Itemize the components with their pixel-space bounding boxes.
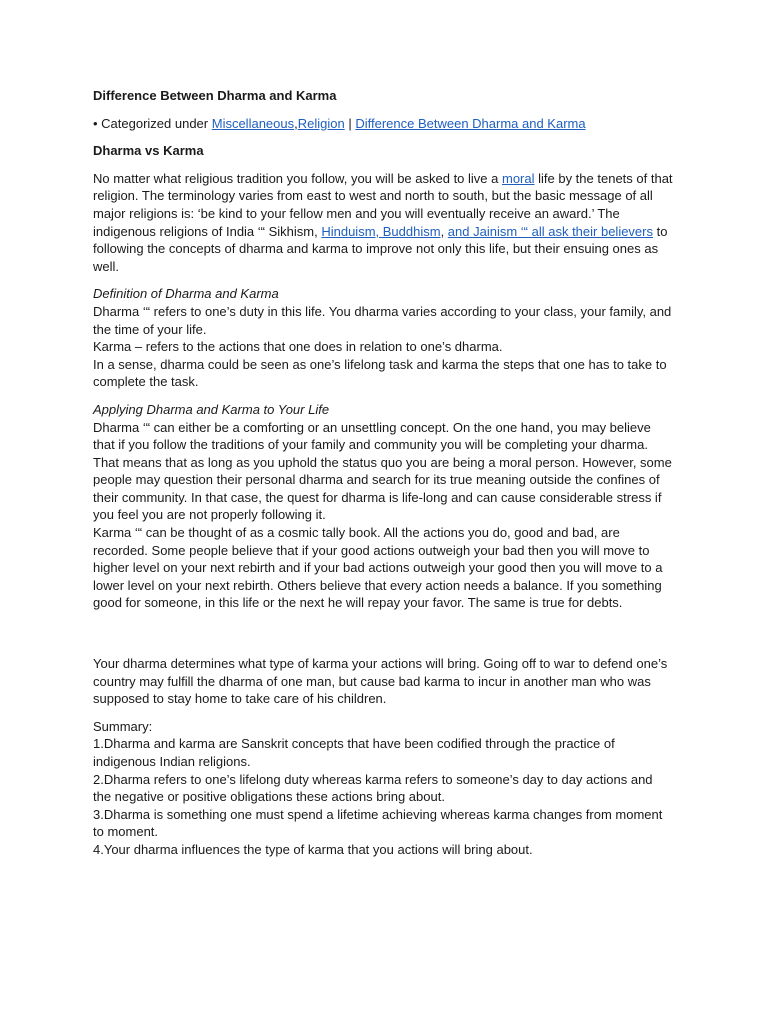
document-title: Difference Between Dharma and Karma bbox=[93, 88, 337, 103]
definition-heading: Definition of Dharma and Karma bbox=[93, 286, 279, 302]
summary-item: 4.Your dharma influences the type of karma that you actions will bring about. bbox=[93, 841, 533, 857]
applying-dharma-paragraph: Dharma ‘“ can either be a comforting or an unsettling concept. On the one hand, you may believe that if you follow the traditions of your family and community you will be completing your dharma. That means that as long as you uphold the status quo you are being a moral person. However, some people may question their personal dharma and search for its true meaning outside the confines of their community. In that case, the quest for dharma is life-long and can cause considerable stress if you feel you are not properly following it. bbox=[93, 419, 672, 523]
definition-section bbox=[93, 285, 674, 391]
summary-item: 1.Dharma and karma are Sanskrit concepts that have been codified through the practice of indigenous Indian religions. bbox=[93, 736, 615, 769]
category-separator: | bbox=[344, 115, 356, 131]
blank-space bbox=[93, 612, 674, 655]
intro-text: life by the tenets of that religion. The terminology varies from east to west and north to south, but the basic message of all major religions is: ‘be kind to your fellow men and you will eventually receive an award.’ The indigenous religions of India ‘“ Sikhism, bbox=[93, 170, 673, 239]
category-link-miscellaneous[interactable]: Miscellaneous bbox=[211, 115, 295, 131]
document-subtitle: Dharma vs Karma bbox=[93, 143, 204, 159]
applying-heading: Applying Dharma and Karma to Your Life bbox=[93, 401, 330, 417]
category-prefix: • Categorized under bbox=[93, 115, 212, 131]
definition-karma: Karma – refers to the actions that one does in relation to one’s dharma. bbox=[93, 339, 503, 355]
intro-paragraph bbox=[93, 170, 674, 276]
definition-dharma: Dharma ‘“ refers to one’s duty in this life. You dharma varies according to your class, your family, and the time of your life. bbox=[93, 303, 672, 337]
summary-item: 3.Dharma is something one must spend a lifetime achieving whereas karma changes from moment to moment. bbox=[93, 806, 663, 840]
intro-text: No matter what religious tradition you follow, you will be asked to live a bbox=[93, 170, 502, 186]
summary-item: 2.Dharma refers to one’s lifelong duty whereas karma refers to someone’s day to day actions and the negative or positive obligations these actions bring about. bbox=[93, 771, 653, 805]
jainism-link[interactable]: and Jainism ‘“ all ask their believers bbox=[447, 223, 653, 239]
summary-section bbox=[93, 718, 674, 859]
applying-section bbox=[93, 401, 674, 612]
hinduism-buddhism-link[interactable]: Hinduism, Buddhism bbox=[321, 223, 441, 239]
category-line bbox=[93, 115, 674, 133]
intro-text: to following the concepts of dharma and karma to improve not only this life, but their ensuing ones as well. bbox=[93, 223, 668, 274]
definition-summary: In a sense, dharma could be seen as one’s lifelong task and karma the steps that one has to take to complete the task. bbox=[93, 356, 667, 390]
summary-heading: Summary: bbox=[93, 718, 153, 734]
applying-karma-paragraph: Karma ‘“ can be thought of as a cosmic tally book. All the actions you do, good and bad, are recorded. Some people believe that if your good actions outweigh your bad then you will move to higher level on your next rebirth and if your bad actions outweigh your good then you will move to a lower level on your next rebirth. Others believe that every action needs a balance. If you something good for someone, in this life or the next he will repay your favor. The same is true for debts. bbox=[93, 525, 663, 611]
intro-text: , bbox=[440, 223, 448, 239]
category-link-religion[interactable]: Religion bbox=[297, 115, 345, 131]
category-separator: , bbox=[294, 115, 298, 131]
article-link-difference[interactable]: Difference Between Dharma and Karma bbox=[355, 115, 586, 131]
conclusion-paragraph: Your dharma determines what type of karma your actions will bring. Going off to war to defend one’s country may fulfill the dharma of one man, but cause bad karma to incur in another man who was supposed to stay home to take care of his children. bbox=[93, 656, 668, 707]
moral-link[interactable]: moral bbox=[501, 170, 535, 186]
